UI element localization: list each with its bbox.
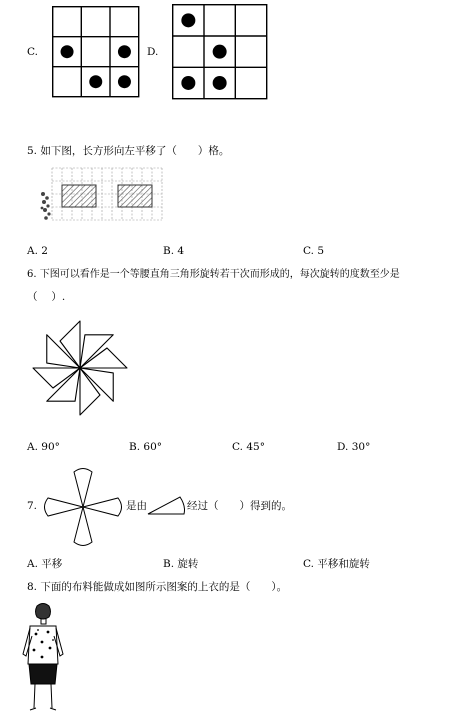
q5-option-b: B. 4 (163, 245, 185, 257)
pinwheel-triangle (60, 321, 80, 368)
q6-pinwheel-figure (28, 318, 132, 418)
option-d-grid-dot (213, 45, 227, 59)
q7-option-c: C. 平移和旋转 (303, 558, 370, 570)
q6-option-c: C. 45° (232, 441, 265, 453)
option-d-grid-dot (181, 13, 195, 27)
q8-woman-figure (20, 602, 66, 718)
q5-stem: 5. 如下图，长方形向左平移了（ ）格。 (27, 145, 230, 157)
option-c-grid-dot (89, 75, 102, 88)
q7-option-a: A. 平移 (27, 558, 63, 570)
option-c-grid-dot (118, 45, 131, 58)
option-c-grid-dot (118, 75, 131, 88)
pinwheel-triangle (33, 368, 80, 388)
q7-sector-figure (146, 494, 188, 518)
pinwheel-triangle (80, 348, 127, 368)
q6-stem-line1: 6. 下图可以看作是一个等腰直角三角形旋转若干次而形成的，每次旋转的度数至少是 (27, 269, 400, 280)
option-d-grid (172, 4, 268, 100)
q6-option-a: A. 90° (27, 441, 60, 453)
option-c-label: C. (27, 46, 38, 58)
option-d-grid-dot (181, 76, 195, 90)
q8-stem: 8. 下面的布料能做成如图所示图案的上衣的是（ ）。 (27, 581, 288, 593)
option-c-grid (52, 6, 140, 98)
q6-option-d: D. 30° (337, 441, 371, 453)
pinwheel-triangle (80, 368, 100, 415)
q5-option-a: A. 2 (27, 245, 48, 257)
q7-text-end: 经过（ ）得到的。 (187, 500, 292, 512)
q7-text-mid: 是由 (126, 500, 147, 512)
option-d-label: D. (147, 46, 159, 58)
q5-grid-figure (38, 164, 168, 234)
q5-option-c: C. 5 (303, 245, 325, 257)
q7-number: 7. (27, 500, 38, 512)
q6-option-b: B. 60° (129, 441, 163, 453)
q7-flower-figure (40, 464, 130, 550)
q6-stem-line2: （ ）. (27, 291, 66, 303)
q7-option-b: B. 旋转 (163, 558, 199, 570)
option-c-grid-dot (61, 45, 74, 58)
option-d-grid-dot (213, 76, 227, 90)
